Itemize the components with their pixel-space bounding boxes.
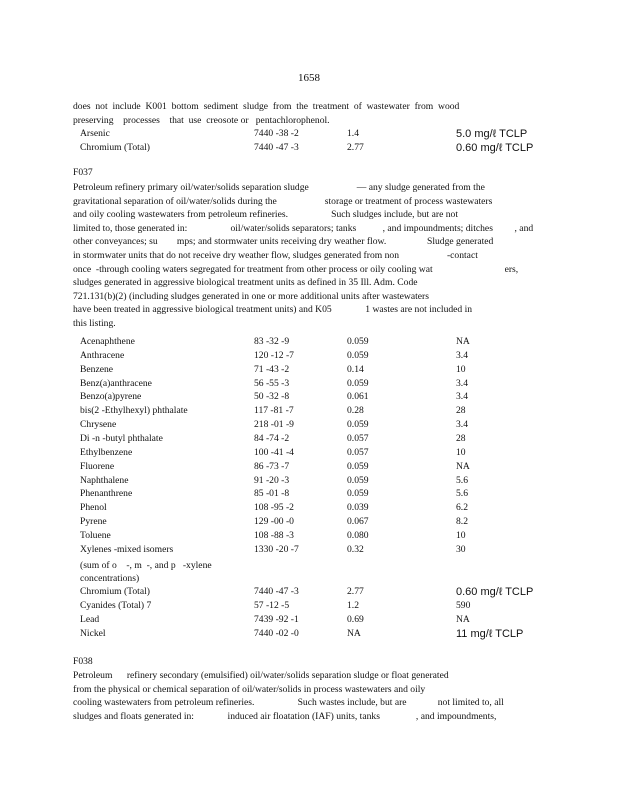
constituent-name: Fluorene (80, 460, 115, 472)
cas-number: 7440 -47 -3 (254, 142, 299, 153)
nonwastewater-value: 3.4 (456, 349, 468, 361)
nonwastewater-value: 10 (456, 529, 466, 541)
wastewater-value: 0.057 (347, 432, 369, 444)
wastewater-value: 0.059 (347, 377, 369, 389)
wastewater-value: 0.059 (347, 460, 369, 472)
f038-description (73, 669, 543, 723)
waste-code-f037: F037 (73, 167, 93, 178)
constituent-name: Phenanthrene (80, 488, 133, 500)
cas-number: 7439 -92 -1 (254, 614, 299, 625)
table-row (80, 141, 550, 155)
nonwastewater-value: 0.60 mg/ℓ TCLP (456, 142, 534, 154)
text-line: cooling wastewaters from petroleum refineries. Such wastes include, but are not limited to, all (73, 697, 504, 709)
cas-number: 100 -41 -4 (254, 446, 294, 458)
cas-number: 57 -12 -5 (254, 600, 290, 611)
nonwastewater-value: 3.4 (456, 377, 468, 389)
wastewater-value: 1.2 (347, 600, 359, 611)
nonwastewater-value: NA (456, 614, 470, 625)
constituent-name: Cyanides (Total) 7 (80, 600, 152, 611)
wastewater-value: 0.32 (347, 543, 364, 555)
nonwastewater-value: NA (456, 460, 470, 472)
wastewater-value: 0.061 (347, 391, 369, 403)
table-row (80, 127, 550, 141)
cas-number: 91 -20 -3 (254, 474, 290, 486)
constituent-name: Chromium (Total) (80, 142, 150, 153)
nonwastewater-value: 8.2 (456, 516, 468, 528)
nonwastewater-value: 3.4 (456, 391, 468, 403)
wastewater-value: 0.28 (347, 405, 364, 417)
page-number: 1658 (298, 72, 320, 84)
nonwastewater-value: 3.4 (456, 419, 468, 431)
nonwastewater-value: 28 (456, 432, 466, 444)
text-line: from the physical or chemical separation of oil/water/solids in process wastewaters and oily (73, 683, 426, 695)
table-row (80, 460, 550, 474)
cas-number: 120 -12 -7 (254, 349, 294, 361)
text-line: 721.131(b)(2) (including sludges generated in one or more additional units after wastewaters (73, 290, 429, 302)
wastewater-value: 0.14 (347, 363, 364, 375)
constituent-name: Benzene (80, 363, 114, 375)
nonwastewater-value: 11 mg/ℓ TCLP (456, 628, 524, 640)
table-row (80, 335, 550, 349)
text-line: sludges and floats generated in: induced air floatation (IAF) units, tanks , and impoundments, (73, 710, 497, 722)
cas-number: 71 -43 -2 (254, 363, 290, 375)
table-row (80, 627, 550, 641)
wastewater-value: 0.080 (347, 529, 369, 541)
cas-number: 1330 -20 -7 (254, 543, 299, 555)
constituent-name: Arsenic (80, 128, 110, 139)
xylene-note (80, 559, 212, 573)
nonwastewater-value: NA (456, 336, 470, 347)
cas-number: 218 -01 -9 (254, 419, 294, 431)
text-line: limited to, those generated in: oil/water/solids separators; tanks , and impoundments; ditches , and (73, 222, 534, 234)
constituent-name: Xylenes -mixed isomers (80, 543, 174, 555)
table-row (80, 599, 550, 613)
text-line: does not include K001 bottom sediment sludge from the treatment of wastewater from wood (73, 101, 460, 112)
wastewater-value: 2.77 (347, 586, 364, 597)
cas-number: 85 -01 -8 (254, 488, 290, 500)
wastewater-value: 0.059 (347, 419, 369, 431)
table-row (80, 446, 550, 460)
xylene-note (80, 572, 139, 586)
wastewater-value: 0.067 (347, 516, 369, 528)
cas-number: 56 -55 -3 (254, 377, 290, 389)
nonwastewater-value: 5.6 (456, 488, 468, 500)
cas-number: 84 -74 -2 (254, 432, 290, 444)
intro-paragraph (73, 100, 543, 127)
text-line: Petroleum refinery primary oil/water/solids separation sludge — any sludge generated from the (73, 182, 485, 193)
wastewater-value: 2.77 (347, 142, 364, 153)
table-row (80, 515, 550, 529)
table-row (80, 487, 550, 501)
text-line: once -through cooling waters segregated for treatment from other process or oily cooling wat ers, (73, 263, 519, 275)
nonwastewater-value: 0.60 mg/ℓ TCLP (456, 586, 534, 598)
table-row (80, 390, 550, 404)
nonwastewater-value: 6.2 (456, 502, 468, 514)
text-line: sludges generated in aggressive biological treatment units as defined in 35 Ill. Adm. Code (73, 277, 418, 289)
wastewater-value: 0.059 (347, 488, 369, 500)
waste-code-f038: F038 (73, 656, 93, 667)
cas-number: 86 -73 -7 (254, 460, 290, 472)
text-line: and oily cooling wastewaters from petroleum refineries. Such sludges include, but are not (73, 209, 458, 221)
nonwastewater-value: 590 (456, 600, 471, 611)
table-row (80, 349, 550, 363)
nonwastewater-value: 5.6 (456, 474, 468, 486)
table-row (80, 501, 550, 515)
table-row (80, 363, 550, 377)
constituent-name: Nickel (80, 628, 106, 639)
wastewater-value: 0.059 (347, 474, 369, 486)
constituent-name: Benz(a)anthracene (80, 377, 152, 389)
cas-number: 50 -32 -8 (254, 391, 290, 403)
nonwastewater-value: 10 (456, 363, 466, 375)
constituent-name: Chromium (Total) (80, 586, 150, 597)
text-line: Petroleum refinery secondary (emulsified) oil/water/solids separation sludge or float generated (73, 670, 449, 681)
nonwastewater-value: 5.0 mg/ℓ TCLP (456, 128, 528, 140)
wastewater-value: 0.059 (347, 349, 369, 361)
text-line: preserving processes that use creosote or pentachlorophenol. (73, 114, 330, 126)
cas-number: 7440 -02 -0 (254, 628, 299, 639)
table-row (80, 543, 550, 557)
constituent-name: bis(2 -Ethylhexyl) phthalate (80, 405, 188, 417)
wastewater-value: NA (347, 628, 361, 639)
table-row (80, 404, 550, 418)
table-row (80, 377, 550, 391)
text-line: this listing. (73, 317, 116, 329)
cas-number: 7440 -38 -2 (254, 128, 299, 139)
constituent-name: Phenol (80, 502, 107, 514)
constituent-name: Chrysene (80, 419, 117, 431)
cas-number: 108 -95 -2 (254, 502, 294, 514)
constituent-name: Pyrene (80, 516, 107, 528)
constituent-name: Acenaphthene (80, 336, 135, 347)
cas-number: 83 -32 -9 (254, 336, 290, 347)
wastewater-value: 0.039 (347, 502, 369, 514)
table-row (80, 432, 550, 446)
table-row (80, 613, 550, 627)
f037-description (73, 181, 543, 331)
wastewater-value: 0.057 (347, 446, 369, 458)
constituent-name: Anthracene (80, 349, 125, 361)
table-row (80, 418, 550, 432)
nonwastewater-value: 10 (456, 446, 466, 458)
text-line: gravitational separation of oil/water/solids during the storage or treatment of process wastewaters (73, 195, 493, 207)
cas-number: 117 -81 -7 (254, 405, 294, 417)
constituent-name: Benzo(a)pyrene (80, 391, 142, 403)
constituent-name: Di -n -butyl phthalate (80, 432, 163, 444)
text-line: have been treated in aggressive biological treatment units) and K05 1 wastes are not included in (73, 304, 473, 316)
nonwastewater-value: 30 (456, 543, 466, 555)
constituent-name: Lead (80, 614, 100, 625)
cas-number: 129 -00 -0 (254, 516, 294, 528)
wastewater-value: 1.4 (347, 128, 359, 139)
wastewater-value: 0.69 (347, 614, 364, 625)
constituent-name: Naphthalene (80, 474, 129, 486)
table-row (80, 474, 550, 488)
text-line: (sum of o -, m -, and p -xylene (80, 560, 212, 571)
table-row (80, 585, 550, 599)
nonwastewater-value: 28 (456, 405, 466, 417)
text-line: concentrations) (80, 573, 140, 584)
text-line: in stormwater units that do not receive dry weather flow, sludges generated from non -contact (73, 249, 478, 261)
cas-number: 7440 -47 -3 (254, 586, 299, 597)
cas-number: 108 -88 -3 (254, 529, 294, 541)
constituent-name: Toluene (80, 529, 111, 541)
text-line: other conveyances; su mps; and stormwater units receiving dry weather flow. Sludge generated (73, 236, 494, 248)
constituent-name: Ethylbenzene (80, 446, 133, 458)
wastewater-value: 0.059 (347, 336, 369, 347)
table-row (80, 529, 550, 543)
